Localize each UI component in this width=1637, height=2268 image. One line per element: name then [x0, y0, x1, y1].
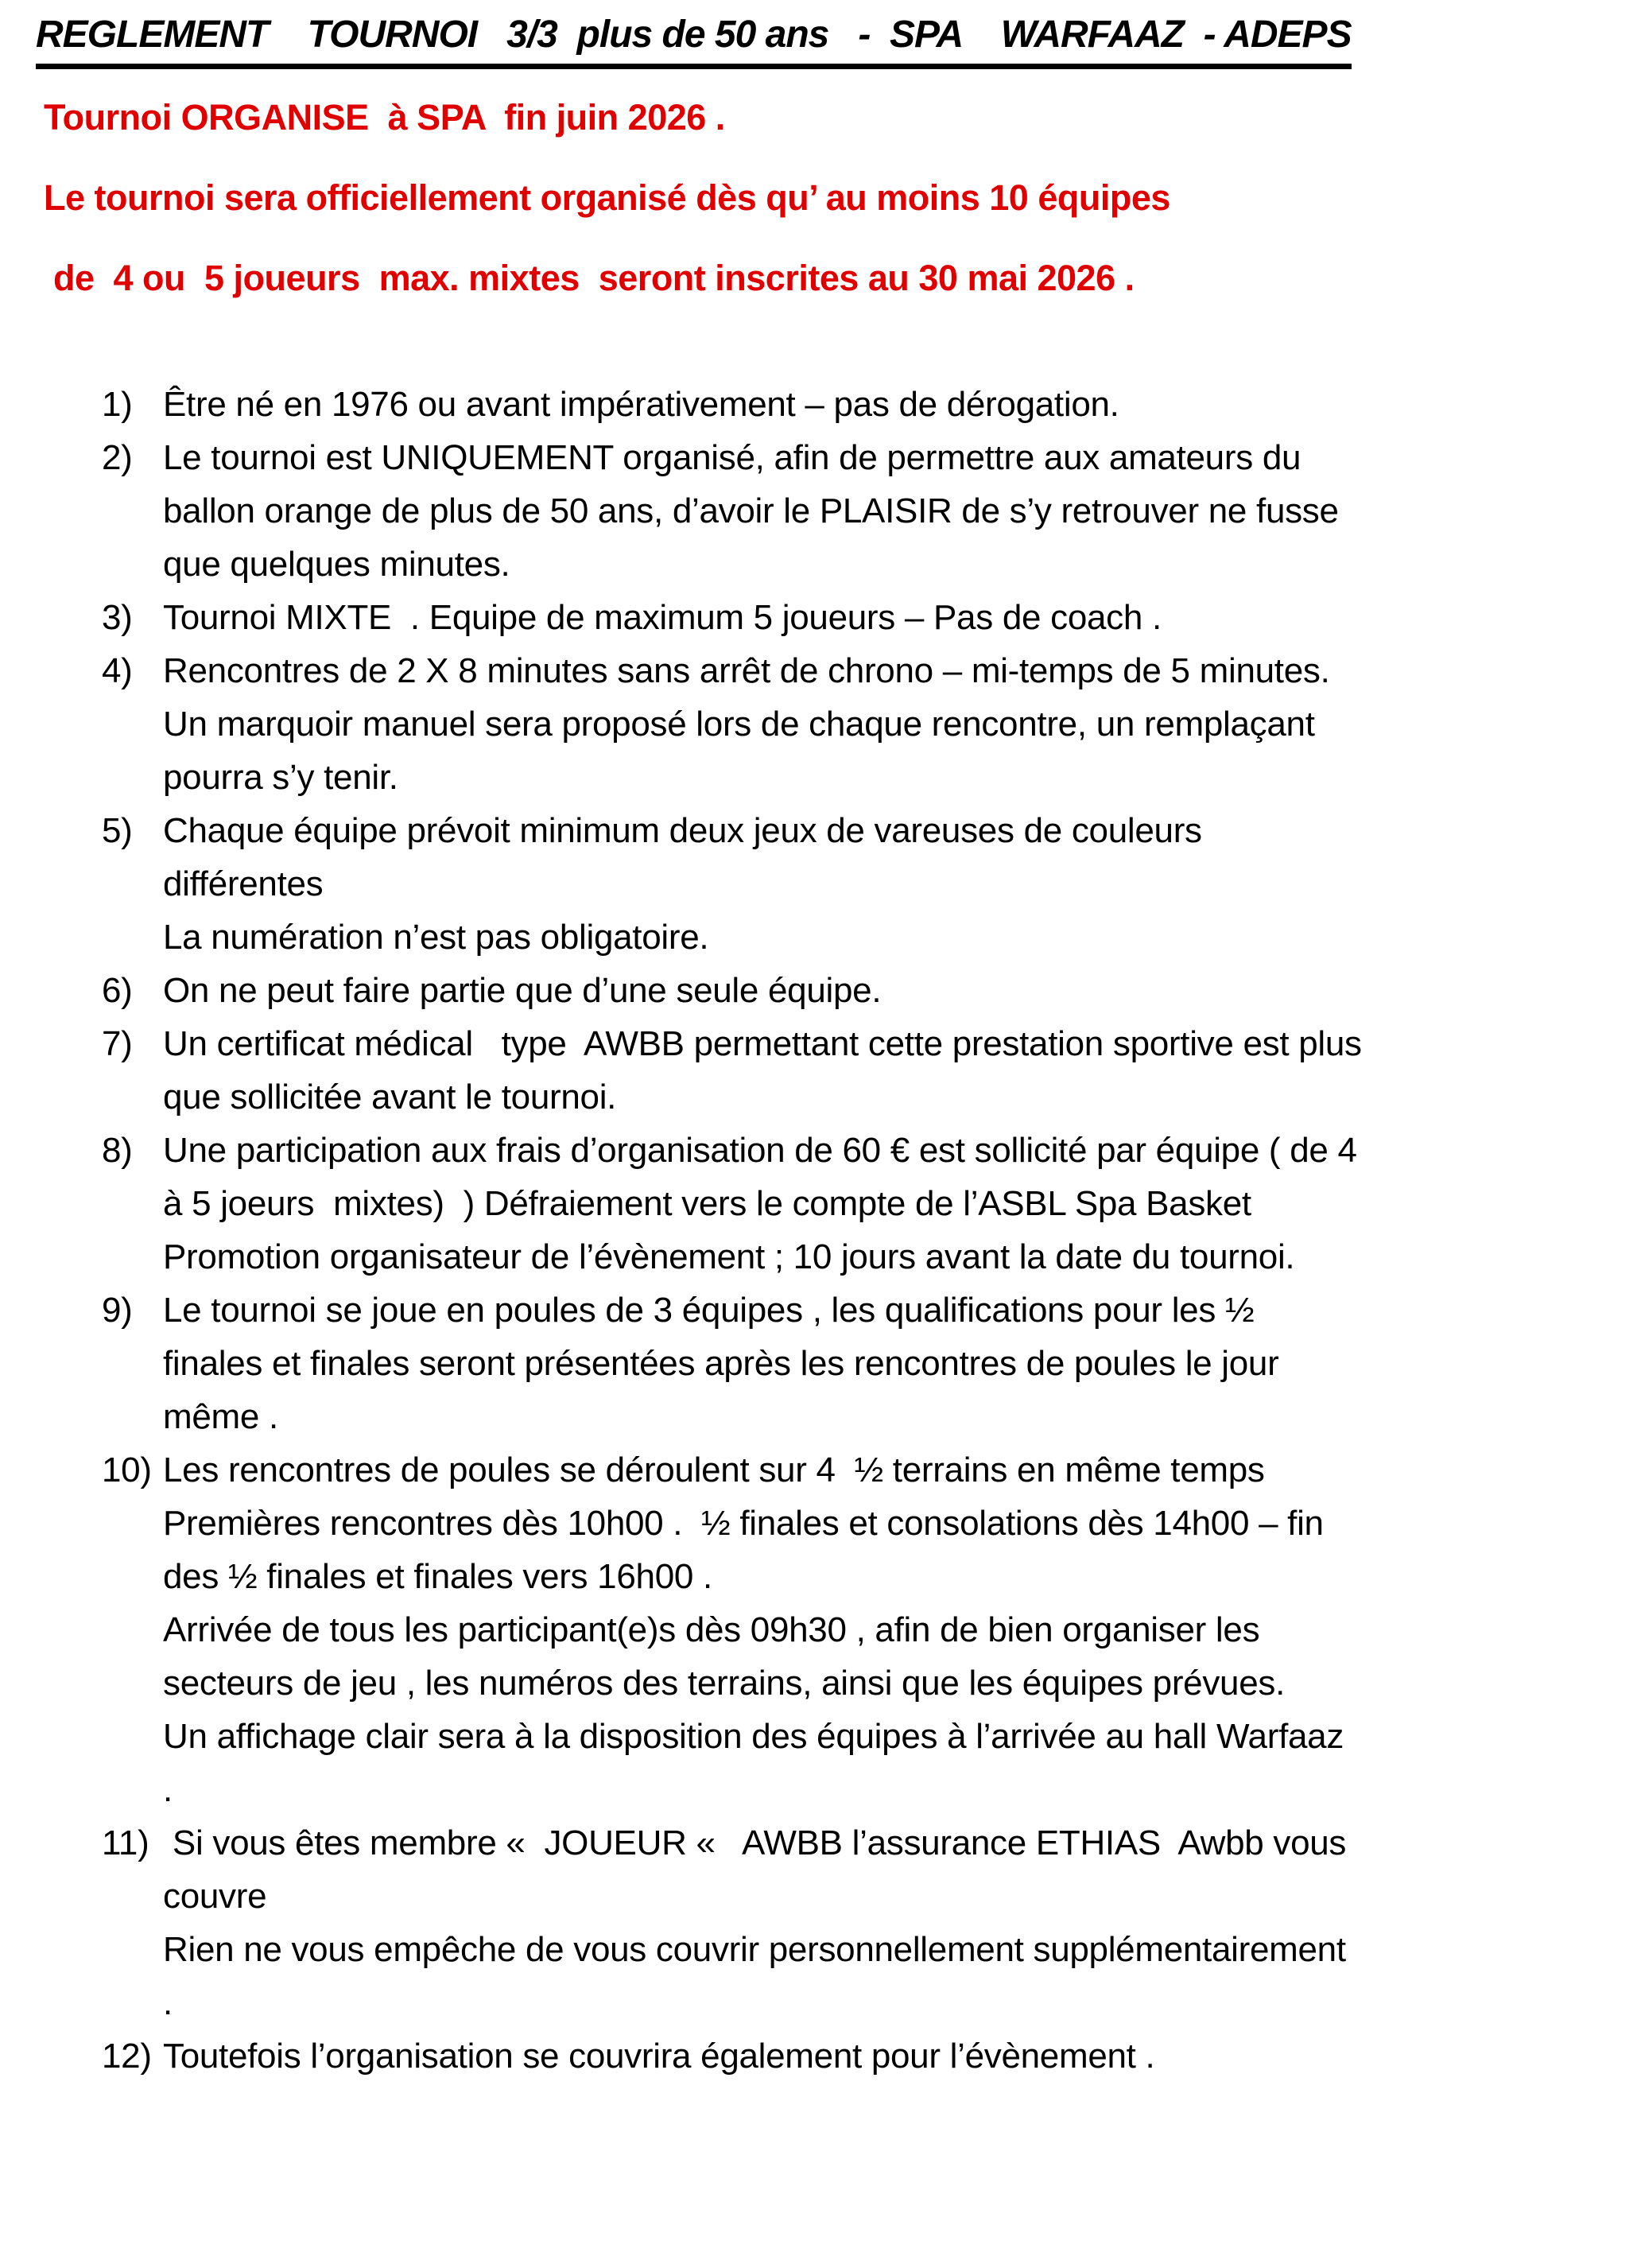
rule-line: Rencontres de 2 X 8 minutes sans arrêt de chrono – mi-temps de 5 minutes. — [163, 651, 1330, 690]
rule-number: 11) — [102, 1823, 149, 1862]
rule-line: On ne peut faire partie que d’une seule équipe. — [163, 971, 882, 1010]
rule-line: différentes — [163, 864, 324, 903]
rule-line: secteurs de jeu , les numéros des terrains, ainsi que les équipes prévues. — [163, 1664, 1286, 1703]
rule-line: finales et finales seront présentées après les rencontres de poules le jour — [163, 1344, 1279, 1383]
rule-item — [102, 1017, 1637, 1124]
intro-line-3: de 4 ou 5 joueurs max. mixtes seront inscrites au 30 mai 2026 . — [44, 258, 1135, 298]
rule-line: Tournoi MIXTE . Equipe de maximum 5 joueurs – Pas de coach . — [163, 598, 1162, 637]
rule-item — [102, 1816, 1637, 2029]
rule-line: Promotion organisateur de l’évènement ; 10 jours avant la date du tournoi. — [163, 1237, 1295, 1276]
rule-line: Rien ne vous empêche de vous couvrir personnellement supplémentairement — [163, 1930, 1346, 1969]
rule-line: Être né en 1976 ou avant impérativement – pas de dérogation. — [163, 385, 1119, 424]
rule-line: Les rencontres de poules se déroulent sur 4 ½ terrains en même temps — [163, 1451, 1265, 1489]
rule-line: Arrivée de tous les participant(e)s dès 09h30 , afin de bien organiser les — [163, 1610, 1260, 1649]
rule-number: 8) — [102, 1131, 133, 1170]
rule-number: 7) — [102, 1024, 133, 1063]
rule-line: Si vous êtes membre « JOUEUR « AWBB l’assurance ETHIAS Awbb vous — [163, 1823, 1347, 1862]
rule-number: 12) — [102, 2037, 152, 2076]
rule-number: 6) — [102, 971, 133, 1010]
rule-item — [102, 2029, 1637, 2083]
rule-line: . — [163, 1983, 173, 2022]
rule-item — [102, 591, 1637, 644]
rule-line: des ½ finales et finales vers 16h00 . — [163, 1557, 712, 1596]
rule-item — [102, 378, 1637, 431]
rule-number: 3) — [102, 598, 133, 637]
rule-line: Un affichage clair sera à la disposition des équipes à l’arrivée au hall Warfaaz — [163, 1717, 1344, 1756]
rule-line: à 5 joeurs mixtes) ) Défraiement vers le compte de l’ASBL Spa Basket — [163, 1184, 1251, 1223]
rule-number: 2) — [102, 438, 133, 477]
rule-item — [102, 1124, 1637, 1284]
rule-line: couvre — [163, 1877, 267, 1916]
rule-number: 10) — [102, 1451, 152, 1489]
rule-line: Le tournoi est UNIQUEMENT organisé, afin de permettre aux amateurs du — [163, 438, 1301, 477]
document-title-text: REGLEMENT TOURNOI 3/3 plus de 50 ans - SPA WARFAAZ - ADEPS — [36, 13, 1352, 69]
rule-line: Une participation aux frais d’organisation de 60 € est sollicité par équipe ( de 4 — [163, 1131, 1357, 1170]
rule-line: même . — [163, 1397, 278, 1436]
rule-number: 9) — [102, 1291, 133, 1330]
intro-line-1: Tournoi ORGANISE à SPA fin juin 2026 . — [44, 97, 725, 138]
rule-line: Un certificat médical type AWBB permettant cette prestation sportive est plus — [163, 1024, 1362, 1063]
rule-line: que sollicitée avant le tournoi. — [163, 1078, 617, 1117]
rules-list — [102, 378, 1637, 2083]
rule-line: ballon orange de plus de 50 ans, d’avoir le PLAISIR de s’y retrouver ne fusse — [163, 491, 1339, 530]
rule-line: Toutefois l’organisation se couvrira également pour l’évènement . — [163, 2037, 1155, 2076]
rule-line: Un marquoir manuel sera proposé lors de chaque rencontre, un remplaçant — [163, 705, 1315, 744]
rule-line: pourra s’y tenir. — [163, 758, 398, 797]
rule-item — [102, 964, 1637, 1017]
rule-number: 5) — [102, 811, 133, 850]
rule-item — [102, 804, 1637, 964]
rule-number: 1) — [102, 385, 133, 424]
rule-line: . — [163, 1770, 173, 1809]
rule-line: La numération n’est pas obligatoire. — [163, 918, 709, 957]
rule-line: Chaque équipe prévoit minimum deux jeux de vareuses de couleurs — [163, 811, 1202, 850]
rule-item — [102, 431, 1637, 591]
rule-line: que quelques minutes. — [163, 545, 510, 584]
rule-item — [102, 644, 1637, 804]
intro-line-2: Le tournoi sera officiellement organisé dès qu’ au moins 10 équipes — [44, 177, 1170, 218]
rule-item — [102, 1443, 1637, 1816]
intro-section — [44, 98, 1637, 298]
rule-line: Premières rencontres dès 10h00 . ½ finales et consolations dès 14h00 – fin — [163, 1504, 1324, 1543]
rule-number: 4) — [102, 651, 133, 690]
rule-item — [102, 1284, 1637, 1443]
document-title — [36, 13, 1637, 69]
rule-line: Le tournoi se joue en poules de 3 équipes , les qualifications pour les ½ — [163, 1291, 1255, 1330]
